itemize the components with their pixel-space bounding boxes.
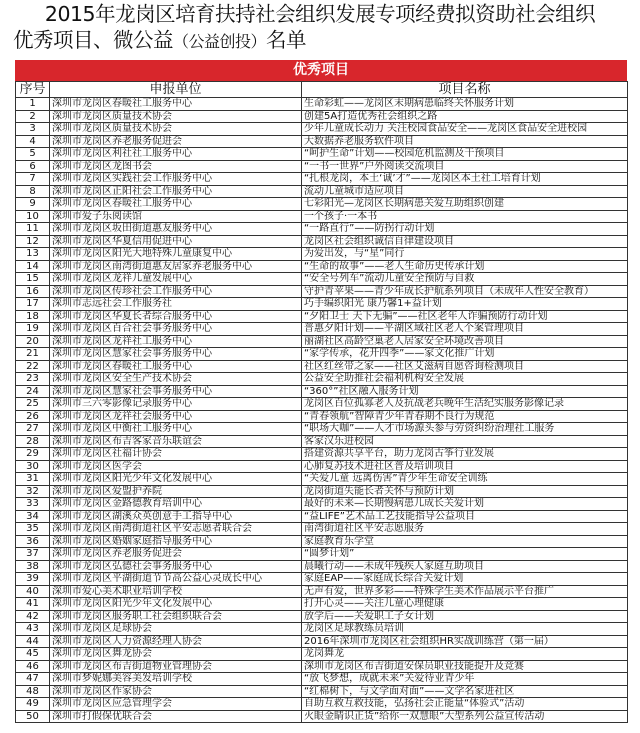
table-row bbox=[16, 660, 628, 673]
project-name: “青春领航”智障青少年青春期不良行为规范 bbox=[302, 410, 628, 423]
project-name: 晨曦行动——未成年残疾人家庭互助项目 bbox=[302, 560, 628, 573]
table-header-row bbox=[16, 82, 628, 98]
row-number: 22 bbox=[16, 360, 50, 373]
applicant-unit: 深圳市龙岗区养老服务促进会 bbox=[50, 548, 302, 561]
row-number: 36 bbox=[16, 535, 50, 548]
applicant-unit: 深圳市龙岗区春暖社工服务中心 bbox=[50, 98, 302, 111]
subtitle-end: 名单 bbox=[266, 28, 307, 52]
table-row bbox=[16, 323, 628, 336]
table-row bbox=[16, 398, 628, 411]
applicant-unit: 深圳市龙岗区质量技术协会 bbox=[50, 110, 302, 123]
table-row bbox=[16, 98, 628, 111]
applicant-unit: 深圳市三六零影像记录服务中心 bbox=[50, 398, 302, 411]
applicant-unit: 深圳市龙岗区医学会 bbox=[50, 460, 302, 473]
applicant-unit: 深圳市龙岗区阳光少年文化发展中心 bbox=[50, 598, 302, 611]
table-row bbox=[16, 285, 628, 298]
project-name: “夕阳卫士 天下无骗”——社区老年人诈骗预防行动计划 bbox=[302, 310, 628, 323]
row-number: 4 bbox=[16, 135, 50, 148]
row-number: 49 bbox=[16, 698, 50, 711]
applicant-unit: 深圳市爱心美术职业培训学校 bbox=[50, 585, 302, 598]
row-number: 50 bbox=[16, 710, 50, 723]
row-number: 13 bbox=[16, 248, 50, 261]
project-name: 流动儿童城市适应项目 bbox=[302, 185, 628, 198]
applicant-unit: 深圳市龙岗区作家协会 bbox=[50, 685, 302, 698]
applicant-unit: 深圳市打假保优联合会 bbox=[50, 710, 302, 723]
applicant-unit: 深圳市龙岗区阳光少年文化发展中心 bbox=[50, 473, 302, 486]
row-number: 16 bbox=[16, 285, 50, 298]
project-name: 南湾街道社区平安志愿服务 bbox=[302, 523, 628, 536]
header-no: 序号 bbox=[16, 82, 50, 98]
table-row bbox=[16, 448, 628, 461]
applicant-unit: 深圳市龙岗区金路德教育培训中心 bbox=[50, 498, 302, 511]
table-row bbox=[16, 348, 628, 361]
table-row bbox=[16, 623, 628, 636]
row-number: 39 bbox=[16, 573, 50, 586]
table-row bbox=[16, 110, 628, 123]
table-body bbox=[16, 98, 628, 723]
row-number: 46 bbox=[16, 660, 50, 673]
table-row bbox=[16, 648, 628, 661]
table-row bbox=[16, 710, 628, 723]
applicant-unit: 深圳市志远社会工作服务社 bbox=[50, 298, 302, 311]
table-row bbox=[16, 498, 628, 511]
project-name: 创建5A打造优秀社会组织之路 bbox=[302, 110, 628, 123]
applicant-unit: 深圳市龙岗区南湾街道社区平安志愿者联合会 bbox=[50, 523, 302, 536]
project-name: “一路直行”——防拐行动计划 bbox=[302, 223, 628, 236]
applicant-unit: 深圳市龙岗区阳光大地特殊儿童康复中心 bbox=[50, 248, 302, 261]
project-name: 最好的未来—长期慢病患儿成长关爱计划 bbox=[302, 498, 628, 511]
applicant-unit: 深圳市龙岗区婚姻家庭指导服务中心 bbox=[50, 535, 302, 548]
project-name: 守护青苹果——青少年成长护航系列项目（未成年人性安全教育） bbox=[302, 285, 628, 298]
project-name: 龙岗区社会组织诚信自律建设项目 bbox=[302, 235, 628, 248]
table-row bbox=[16, 535, 628, 548]
applicant-unit: 深圳市龙岗区中衡社工服务中心 bbox=[50, 423, 302, 436]
project-name: 深圳市龙岗区布吉街道安保员职业技能提升及竞赛 bbox=[302, 660, 628, 673]
project-name: 为爱出发，与“星”同行 bbox=[302, 248, 628, 261]
table-row bbox=[16, 610, 628, 623]
project-name: 2016年深圳市龙岗区社会组织HR实战训练营（第一届） bbox=[302, 635, 628, 648]
subtitle-paren: （公益创投） bbox=[173, 32, 267, 51]
project-name: 七彩阳光—龙岗区长期病患关爱互助组织创建 bbox=[302, 198, 628, 211]
table-row bbox=[16, 160, 628, 173]
row-number: 44 bbox=[16, 635, 50, 648]
project-name: “扎根龙岗，本土‘诚’才”——龙岗区本土社工培育计划 bbox=[302, 173, 628, 186]
project-name: 龙岗舞龙 bbox=[302, 648, 628, 661]
row-number: 14 bbox=[16, 260, 50, 273]
table-row bbox=[16, 310, 628, 323]
applicant-unit: 深圳市龙岗区质量技术协会 bbox=[50, 123, 302, 136]
table-row bbox=[16, 260, 628, 273]
row-number: 24 bbox=[16, 385, 50, 398]
row-number: 30 bbox=[16, 460, 50, 473]
project-name: “一书一世界”户外阅读交流项目 bbox=[302, 160, 628, 173]
table-row bbox=[16, 385, 628, 398]
row-number: 48 bbox=[16, 685, 50, 698]
applicant-unit: 深圳市龙岗区养老服务促进会 bbox=[50, 135, 302, 148]
project-name: 大数据养老服务软件项目 bbox=[302, 135, 628, 148]
table-row bbox=[16, 473, 628, 486]
applicant-unit: 深圳市龙岗区春暖社工服务中心 bbox=[50, 360, 302, 373]
applicant-unit: 深圳市龙岗区服务职工社会组织联合会 bbox=[50, 610, 302, 623]
project-name: 一个孩子·一本书 bbox=[302, 210, 628, 223]
project-name: 生命彩虹——龙岗区末期病患临终关怀服务计划 bbox=[302, 98, 628, 111]
project-name: 龙岗区百位孤寡老人及抗战老兵晚年生活纪实服务影像记录 bbox=[302, 398, 628, 411]
applicant-unit: 深圳市龙岗区平湖街道节节高公益心灵成长中心 bbox=[50, 573, 302, 586]
project-name: 放学后——关爱职工子女计划 bbox=[302, 610, 628, 623]
row-number: 12 bbox=[16, 235, 50, 248]
project-name: “放飞梦想，成就未来”关爱待业青少年 bbox=[302, 673, 628, 686]
project-name: “呵护生命”计划——校园危机监测及干预项目 bbox=[302, 148, 628, 161]
row-number: 2 bbox=[16, 110, 50, 123]
applicant-unit: 深圳市龙岗区布吉街道物业管理协会 bbox=[50, 660, 302, 673]
table-row bbox=[16, 485, 628, 498]
project-name: 客家汉乐进校园 bbox=[302, 435, 628, 448]
project-name: “益LIFE”艺术品工艺技能指导公益项目 bbox=[302, 510, 628, 523]
table-row bbox=[16, 673, 628, 686]
row-number: 28 bbox=[16, 435, 50, 448]
project-name: 巧手编织阳光 康乃馨1+益计划 bbox=[302, 298, 628, 311]
table-row bbox=[16, 173, 628, 186]
applicant-unit: 深圳市龙岗区安全生产技术协会 bbox=[50, 373, 302, 386]
row-number: 40 bbox=[16, 585, 50, 598]
table-row bbox=[16, 148, 628, 161]
applicant-unit: 深圳市龙岗区龙祥社会服务中心 bbox=[50, 410, 302, 423]
table-row bbox=[16, 548, 628, 561]
header-unit: 申报单位 bbox=[50, 82, 302, 98]
row-number: 34 bbox=[16, 510, 50, 523]
project-name: “职场大咖”——人才市场源头参与劳资纠纷治理社工服务 bbox=[302, 423, 628, 436]
applicant-unit: 深圳市龙岗区利社社工服务中心 bbox=[50, 148, 302, 161]
project-name: 自助互救互救技能，弘扬社会正能量“体验式”活动 bbox=[302, 698, 628, 711]
applicant-unit: 深圳市龙岗区舞龙协会 bbox=[50, 648, 302, 661]
applicant-unit: 深圳市龙岗区龙图书会 bbox=[50, 160, 302, 173]
project-name: 无声有爱，世界多彩——特殊学生美术作品展示平台推广 bbox=[302, 585, 628, 598]
table-row bbox=[16, 635, 628, 648]
project-name: 少年儿童成长动力 关注校园食品安全——龙岗区食品安全进校园 bbox=[302, 123, 628, 136]
table-row bbox=[16, 685, 628, 698]
row-number: 27 bbox=[16, 423, 50, 436]
table-row bbox=[16, 335, 628, 348]
document-title: 2015年龙岗区培育扶持社会组织发展专项经费拟资助社会组织 bbox=[44, 2, 596, 26]
row-number: 26 bbox=[16, 410, 50, 423]
table-row bbox=[16, 510, 628, 523]
row-number: 11 bbox=[16, 223, 50, 236]
row-number: 19 bbox=[16, 323, 50, 336]
project-name: 公益安全助推社会福利机构安全发展 bbox=[302, 373, 628, 386]
table-row bbox=[16, 698, 628, 711]
table-row bbox=[16, 185, 628, 198]
row-number: 25 bbox=[16, 398, 50, 411]
applicant-unit: 深圳市龙岗区慧家社会事务服务中心 bbox=[50, 348, 302, 361]
row-number: 5 bbox=[16, 148, 50, 161]
table-row bbox=[16, 423, 628, 436]
project-table bbox=[15, 81, 628, 723]
row-number: 6 bbox=[16, 160, 50, 173]
row-number: 41 bbox=[16, 598, 50, 611]
applicant-unit: 深圳市龙岗区社福计协会 bbox=[50, 448, 302, 461]
row-number: 47 bbox=[16, 673, 50, 686]
row-number: 43 bbox=[16, 623, 50, 636]
applicant-unit: 深圳市龙岗区弘德社会事务服务中心 bbox=[50, 560, 302, 573]
applicant-unit: 深圳市爱子乐阅读馆 bbox=[50, 210, 302, 223]
applicant-unit: 深圳市龙岗区应急管理学会 bbox=[50, 698, 302, 711]
row-number: 37 bbox=[16, 548, 50, 561]
row-number: 29 bbox=[16, 448, 50, 461]
table-row bbox=[16, 585, 628, 598]
table-row bbox=[16, 198, 628, 211]
applicant-unit: 深圳市龙岗区春暖社工服务中心 bbox=[50, 198, 302, 211]
applicant-unit: 深圳市龙岗区人力资源经理人协会 bbox=[50, 635, 302, 648]
table-row bbox=[16, 298, 628, 311]
project-name: “关爱儿童 远离伤害”青少年生命安全训练 bbox=[302, 473, 628, 486]
applicant-unit: 深圳市龙岗区布吉客家音乐联谊会 bbox=[50, 435, 302, 448]
table-row bbox=[16, 573, 628, 586]
applicant-unit: 深圳市龙岗区华夏信用促进中心 bbox=[50, 235, 302, 248]
table-row bbox=[16, 373, 628, 386]
row-number: 23 bbox=[16, 373, 50, 386]
subtitle-main: 优秀项目、微公益 bbox=[13, 28, 173, 52]
applicant-unit: 深圳市龙岗区龙祥儿童发展中心 bbox=[50, 273, 302, 286]
applicant-unit: 深圳市龙岗区实践社会工作服务中心 bbox=[50, 173, 302, 186]
project-name: 社区红丝带之家——社区艾滋病自愿咨询检测项目 bbox=[302, 360, 628, 373]
row-number: 9 bbox=[16, 198, 50, 211]
row-number: 8 bbox=[16, 185, 50, 198]
row-number: 17 bbox=[16, 298, 50, 311]
row-number: 21 bbox=[16, 348, 50, 361]
row-number: 32 bbox=[16, 485, 50, 498]
row-number: 20 bbox=[16, 335, 50, 348]
document-subtitle bbox=[13, 28, 306, 54]
row-number: 35 bbox=[16, 523, 50, 536]
table-row bbox=[16, 360, 628, 373]
project-name: 火眼金睛识正货”给你一双慧眼”大型系列公益宣传活动 bbox=[302, 710, 628, 723]
project-name: 搭建资源共享平台，助力龙岗古筝行业发展 bbox=[302, 448, 628, 461]
table-row bbox=[16, 410, 628, 423]
table-row bbox=[16, 123, 628, 136]
applicant-unit: 深圳市龙岗区华夏长者综合服务中心 bbox=[50, 310, 302, 323]
project-name: “红棉树下，与文学面对面”——文学名家进社区 bbox=[302, 685, 628, 698]
table-row bbox=[16, 235, 628, 248]
row-number: 15 bbox=[16, 273, 50, 286]
project-name: “安全号列车”流动儿童安全预防与自救 bbox=[302, 273, 628, 286]
project-name: 家庭教育乐学堂 bbox=[302, 535, 628, 548]
applicant-unit: 深圳市龙岗区正阳社会工作服务中心 bbox=[50, 185, 302, 198]
header-project: 项目名称 bbox=[302, 82, 628, 98]
applicant-unit: 深圳市龙岗区百合社会事务服务中心 bbox=[50, 323, 302, 336]
row-number: 18 bbox=[16, 310, 50, 323]
project-name: 心肺复苏技术进社区普及培训项目 bbox=[302, 460, 628, 473]
applicant-unit: 深圳市龙岗区传珍社会工作服务中心 bbox=[50, 285, 302, 298]
project-name: 普惠夕阳计划——平湖区域社区老人个案管理项目 bbox=[302, 323, 628, 336]
section-banner: 优秀项目 bbox=[15, 60, 627, 81]
row-number: 45 bbox=[16, 648, 50, 661]
row-number: 7 bbox=[16, 173, 50, 186]
table-row bbox=[16, 135, 628, 148]
table-row bbox=[16, 560, 628, 573]
row-number: 1 bbox=[16, 98, 50, 111]
applicant-unit: 深圳市龙岗区龙祥社工服务中心 bbox=[50, 335, 302, 348]
applicant-unit: 深圳市龙岗区南湾街道惠友居家养老服务中心 bbox=[50, 260, 302, 273]
table-row bbox=[16, 210, 628, 223]
row-number: 38 bbox=[16, 560, 50, 573]
row-number: 10 bbox=[16, 210, 50, 223]
table-row bbox=[16, 435, 628, 448]
project-name: “圆梦计划” bbox=[302, 548, 628, 561]
table-row bbox=[16, 273, 628, 286]
table-row bbox=[16, 248, 628, 261]
project-name: “家学传承，花开四季”——家文化推广计划 bbox=[302, 348, 628, 361]
project-name: 丽湖社区高龄空巢老人居家安全环境改善项目 bbox=[302, 335, 628, 348]
project-name: 龙岗街道失能长者关怀与预防计划 bbox=[302, 485, 628, 498]
project-name: 家庭EAP——家庭成长综合关爱计划 bbox=[302, 573, 628, 586]
project-name: “生命的故事”——老人生命历史传承计划 bbox=[302, 260, 628, 273]
applicant-unit: 深圳市龙岗区坂田街道惠友服务中心 bbox=[50, 223, 302, 236]
row-number: 3 bbox=[16, 123, 50, 136]
table-row bbox=[16, 598, 628, 611]
row-number: 31 bbox=[16, 473, 50, 486]
row-number: 33 bbox=[16, 498, 50, 511]
applicant-unit: 深圳市梦妮娜美容美发培训学校 bbox=[50, 673, 302, 686]
project-name: 龙岗区足球教练员培训 bbox=[302, 623, 628, 636]
applicant-unit: 深圳市龙岗区足球协会 bbox=[50, 623, 302, 636]
table-row bbox=[16, 223, 628, 236]
project-name: “360°”社区融入服务计划 bbox=[302, 385, 628, 398]
applicant-unit: 深圳市龙岗区湖溪众英创意手工指导中心 bbox=[50, 510, 302, 523]
applicant-unit: 深圳市龙岗区慧家社会事务服务中心 bbox=[50, 385, 302, 398]
table-row bbox=[16, 460, 628, 473]
row-number: 42 bbox=[16, 610, 50, 623]
applicant-unit: 深圳市龙岗区爱盟护养院 bbox=[50, 485, 302, 498]
project-name: 打开心灵——关注儿童心理健康 bbox=[302, 598, 628, 611]
table-row bbox=[16, 523, 628, 536]
